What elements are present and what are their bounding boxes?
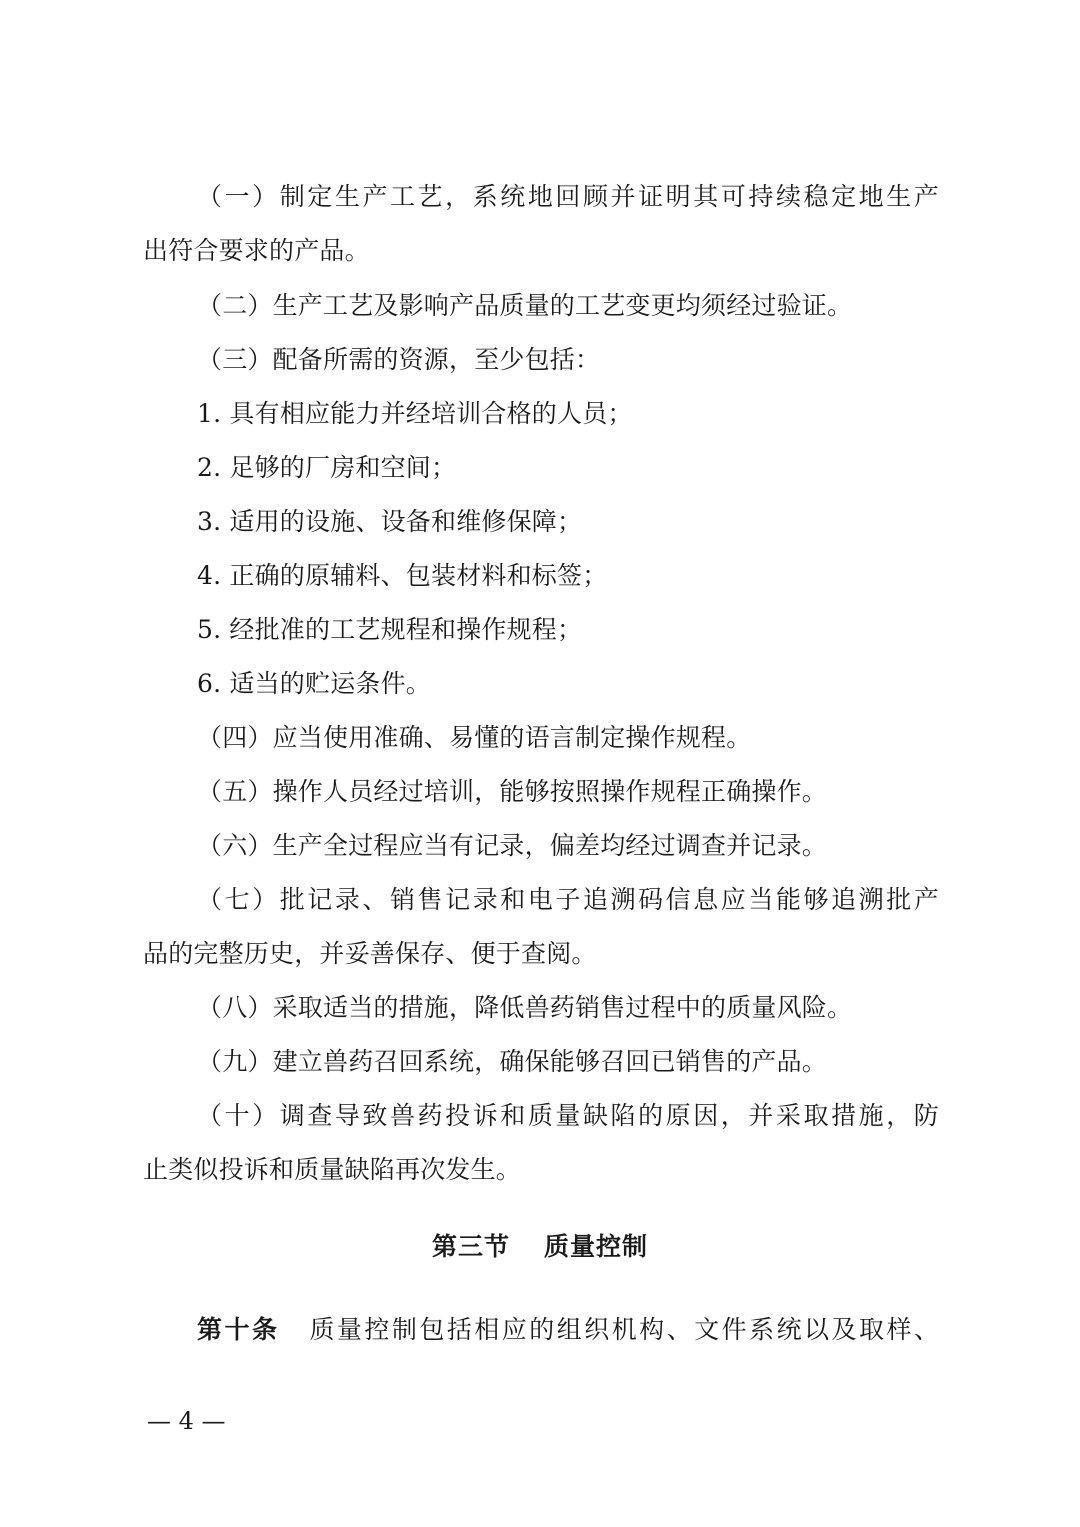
article-10 [197,1313,939,1347]
paragraph-1-line-1: （一）制定生产工艺，系统地回顾并证明其可持续稳定地生产 [197,182,939,211]
paragraph-9: （九）建立兽药召回系统，确保能够召回已销售的产品。 [197,1047,828,1076]
article-number: 第十条 [197,1315,280,1344]
paragraph-8: （八）采取适当的措施，降低兽药销售过程中的质量风险。 [197,993,853,1022]
paragraph-10-line-2: 止类似投诉和质量缺陷再次发生。 [143,1155,522,1184]
list-item-4: 4. 正确的原辅料、包装材料和标签； [197,561,608,590]
paragraph-2: （二）生产工艺及影响产品质量的工艺变更均须经过验证。 [197,291,853,320]
list-item-6: 6. 适当的贮运条件。 [197,669,432,698]
paragraph-10-line-1: （十）调查导致兽药投诉和质量缺陷的原因，并采取措施，防 [197,1101,939,1130]
page-number: — 4 — [147,1407,226,1435]
paragraph-5: （五）操作人员经过培训，能够按照操作规程正确操作。 [197,777,828,806]
section-title: 质量控制 [544,1232,649,1261]
list-item-3: 3. 适用的设施、设备和维修保障； [197,507,583,536]
paragraph-4: （四）应当使用准确、易懂的语言制定操作规程。 [197,723,752,752]
list-item-1: 1. 具有相应能力并经培训合格的人员； [197,399,633,428]
list-item-5: 5. 经批准的工艺规程和操作规程； [197,615,583,644]
article-text: 质量控制包括相应的组织机构、文件系统以及取样、 [309,1315,939,1344]
paragraph-7-line-1: （七）批记录、销售记录和电子追溯码信息应当能够追溯批产 [197,885,939,914]
paragraph-3: （三）配备所需的资源，至少包括： [197,345,601,374]
section-number: 第三节 [431,1232,510,1261]
section-heading [0,1230,1080,1264]
paragraph-7-line-2: 品的完整历史，并妥善保存、便于查阅。 [143,939,597,968]
paragraph-6: （六）生产全过程应当有记录，偏差均经过调查并记录。 [197,831,828,860]
list-item-2: 2. 足够的厂房和空间； [197,453,457,482]
paragraph-1-line-2: 出符合要求的产品。 [143,236,370,265]
